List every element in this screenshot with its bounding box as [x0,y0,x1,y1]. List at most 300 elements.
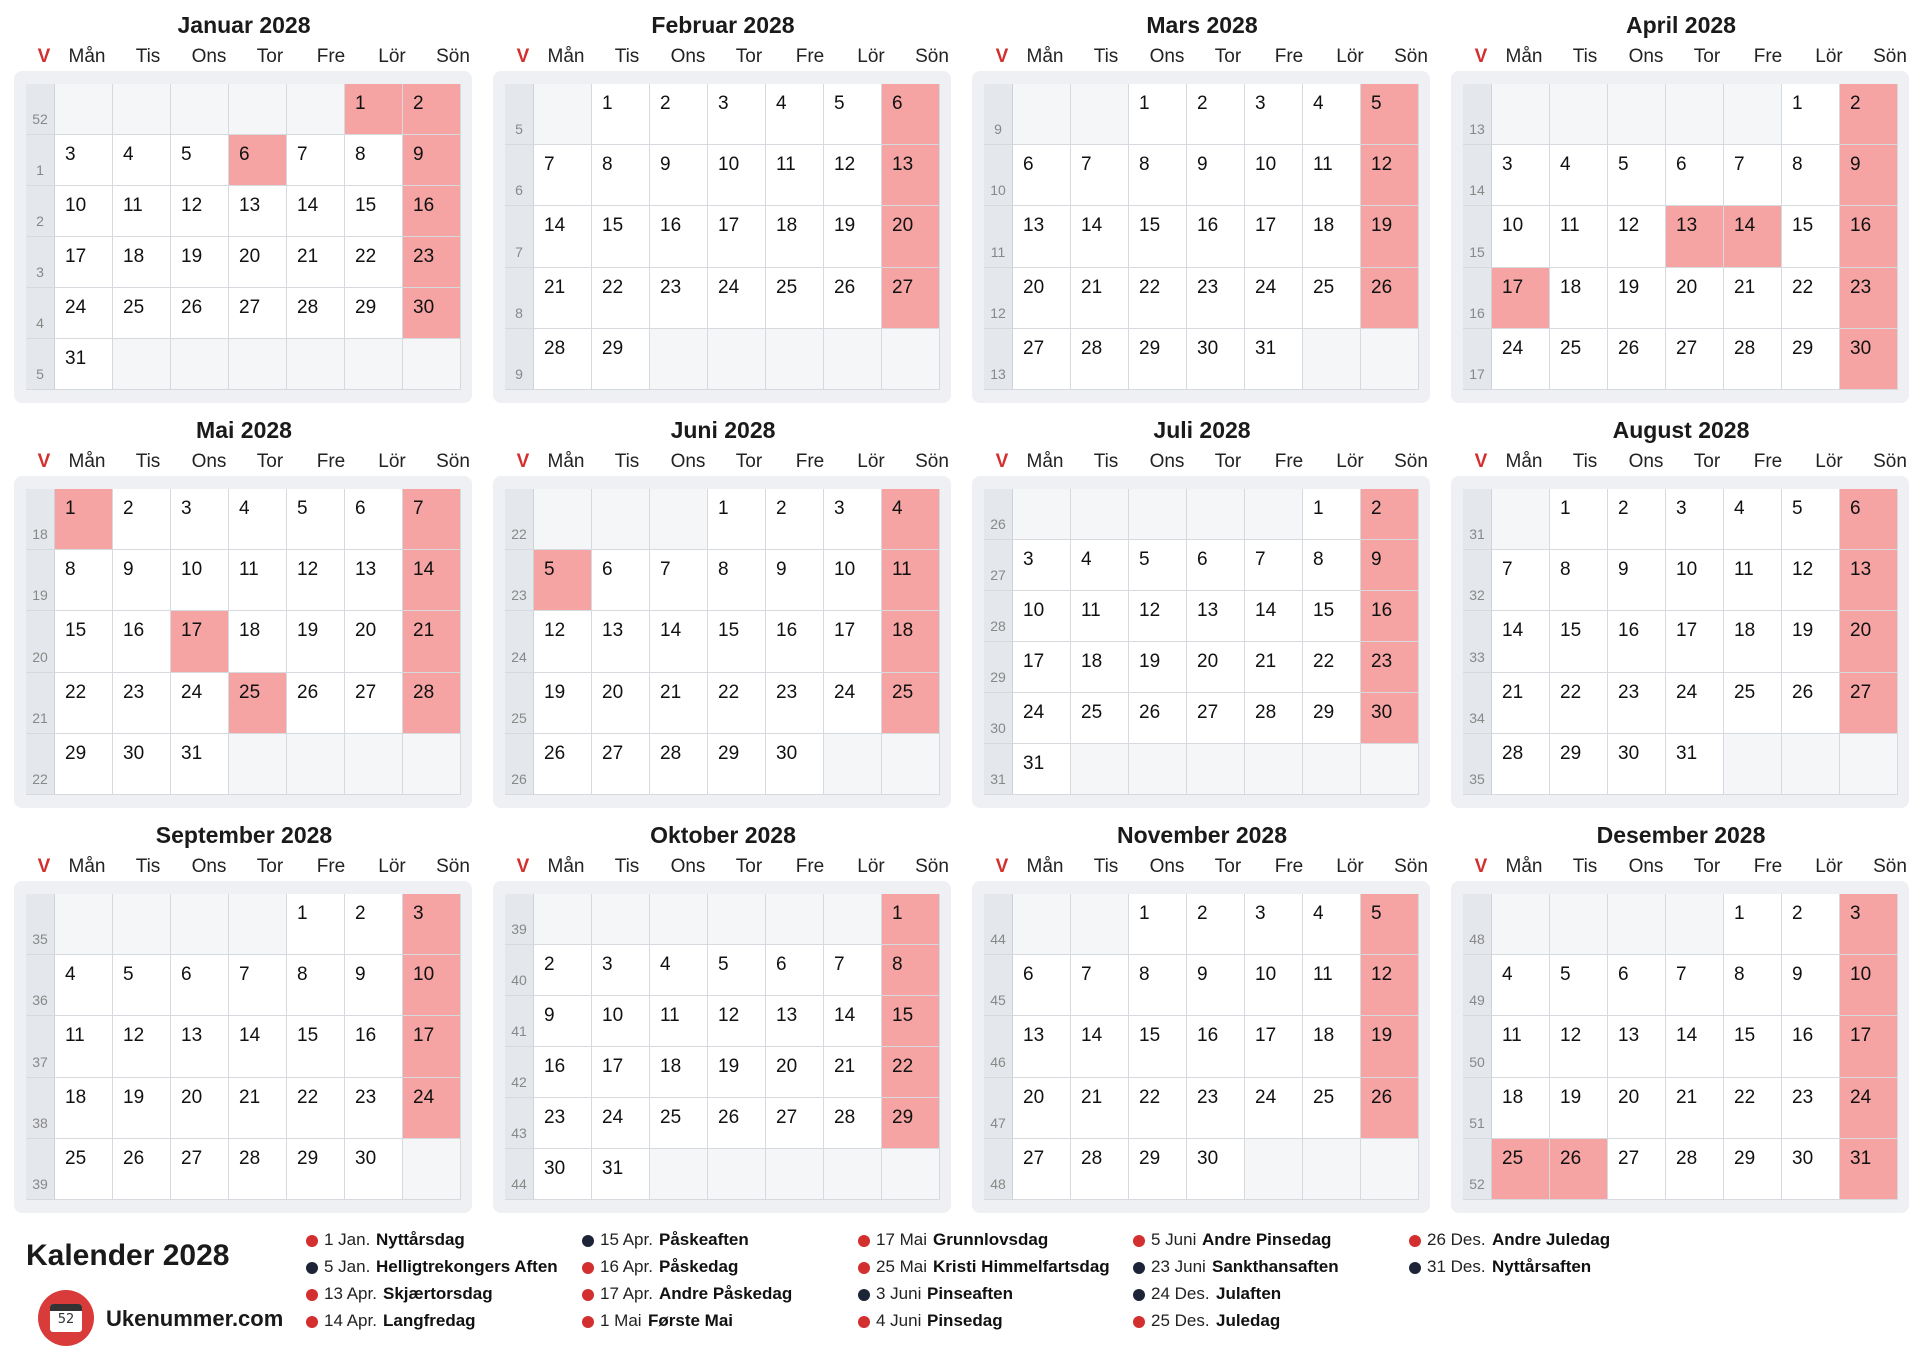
day-cell[interactable] [403,288,461,339]
day-cell[interactable] [1361,540,1419,591]
day-cell[interactable] [171,186,229,237]
day-cell[interactable] [287,550,345,611]
day-cell[interactable] [824,268,882,329]
day-cell[interactable] [766,206,824,267]
day-cell[interactable] [708,945,766,996]
day-cell[interactable] [345,611,403,672]
day-cell[interactable] [650,996,708,1047]
day-cell[interactable] [403,1078,461,1139]
day-cell[interactable] [534,734,592,795]
day-cell[interactable] [229,1139,287,1200]
day-cell[interactable] [1129,894,1187,955]
day-cell[interactable] [1666,489,1724,550]
day-cell[interactable] [1071,642,1129,693]
day-cell[interactable] [1303,145,1361,206]
day-cell[interactable] [1608,489,1666,550]
day-cell[interactable] [1666,1078,1724,1139]
day-cell[interactable] [592,734,650,795]
day-cell[interactable] [1013,268,1071,329]
day-cell[interactable] [1303,268,1361,329]
day-cell[interactable] [1724,268,1782,329]
day-cell[interactable] [345,84,403,135]
day-cell[interactable] [1187,145,1245,206]
day-cell[interactable] [287,1139,345,1200]
day-cell[interactable] [1782,1016,1840,1077]
day-cell[interactable] [882,673,940,734]
day-cell[interactable] [55,1016,113,1077]
day-cell[interactable] [345,489,403,550]
day-cell[interactable] [592,550,650,611]
day-cell[interactable] [1187,1139,1245,1200]
day-cell[interactable] [1666,268,1724,329]
day-cell[interactable] [1361,1016,1419,1077]
day-cell[interactable] [1492,1139,1550,1200]
day-cell[interactable] [708,206,766,267]
day-cell[interactable] [534,268,592,329]
day-cell[interactable] [1666,673,1724,734]
day-cell[interactable] [534,329,592,390]
day-cell[interactable] [1361,955,1419,1016]
day-cell[interactable] [1608,145,1666,206]
day-cell[interactable] [113,955,171,1016]
day-cell[interactable] [171,734,229,795]
day-cell[interactable] [1724,1078,1782,1139]
day-cell[interactable] [1840,673,1898,734]
day-cell[interactable] [1129,955,1187,1016]
day-cell[interactable] [1666,1016,1724,1077]
day-cell[interactable] [287,1016,345,1077]
day-cell[interactable] [229,135,287,186]
day-cell[interactable] [708,1047,766,1098]
day-cell[interactable] [766,996,824,1047]
day-cell[interactable] [1550,1078,1608,1139]
day-cell[interactable] [171,135,229,186]
day-cell[interactable] [403,489,461,550]
day-cell[interactable] [345,894,403,955]
day-cell[interactable] [1071,693,1129,744]
day-cell[interactable] [1840,1139,1898,1200]
day-cell[interactable] [55,1078,113,1139]
day-cell[interactable] [1303,955,1361,1016]
day-cell[interactable] [592,945,650,996]
day-cell[interactable] [708,550,766,611]
day-cell[interactable] [1724,894,1782,955]
day-cell[interactable] [1303,84,1361,145]
day-cell[interactable] [824,84,882,145]
day-cell[interactable] [534,206,592,267]
day-cell[interactable] [592,206,650,267]
day-cell[interactable] [1361,642,1419,693]
day-cell[interactable] [1782,489,1840,550]
day-cell[interactable] [1492,1078,1550,1139]
day-cell[interactable] [534,611,592,672]
day-cell[interactable] [55,135,113,186]
day-cell[interactable] [1071,1016,1129,1077]
day-cell[interactable] [1245,894,1303,955]
day-cell[interactable] [287,135,345,186]
day-cell[interactable] [592,1047,650,1098]
day-cell[interactable] [1187,591,1245,642]
day-cell[interactable] [345,186,403,237]
day-cell[interactable] [882,1047,940,1098]
day-cell[interactable] [1608,955,1666,1016]
day-cell[interactable] [1013,206,1071,267]
day-cell[interactable] [882,268,940,329]
day-cell[interactable] [1840,84,1898,145]
day-cell[interactable] [55,1139,113,1200]
day-cell[interactable] [1361,489,1419,540]
day-cell[interactable] [592,1149,650,1200]
day-cell[interactable] [171,1078,229,1139]
day-cell[interactable] [1840,894,1898,955]
day-cell[interactable] [1666,206,1724,267]
day-cell[interactable] [113,1139,171,1200]
day-cell[interactable] [650,945,708,996]
day-cell[interactable] [766,84,824,145]
day-cell[interactable] [1013,642,1071,693]
day-cell[interactable] [1245,1078,1303,1139]
day-cell[interactable] [1724,1139,1782,1200]
day-cell[interactable] [824,145,882,206]
day-cell[interactable] [229,955,287,1016]
day-cell[interactable] [229,550,287,611]
day-cell[interactable] [345,288,403,339]
day-cell[interactable] [1187,1016,1245,1077]
day-cell[interactable] [882,996,940,1047]
day-cell[interactable] [113,489,171,550]
day-cell[interactable] [1550,955,1608,1016]
day-cell[interactable] [1071,591,1129,642]
day-cell[interactable] [229,673,287,734]
day-cell[interactable] [1666,611,1724,672]
day-cell[interactable] [1013,591,1071,642]
day-cell[interactable] [1013,693,1071,744]
day-cell[interactable] [345,550,403,611]
day-cell[interactable] [229,288,287,339]
day-cell[interactable] [1492,268,1550,329]
day-cell[interactable] [1187,206,1245,267]
day-cell[interactable] [1361,1078,1419,1139]
day-cell[interactable] [229,489,287,550]
day-cell[interactable] [766,1098,824,1149]
day-cell[interactable] [1782,1139,1840,1200]
day-cell[interactable] [1840,955,1898,1016]
day-cell[interactable] [1013,955,1071,1016]
day-cell[interactable] [1187,84,1245,145]
day-cell[interactable] [1071,1139,1129,1200]
day-cell[interactable] [1245,591,1303,642]
day-cell[interactable] [882,84,940,145]
day-cell[interactable] [1129,1016,1187,1077]
day-cell[interactable] [1013,145,1071,206]
day-cell[interactable] [1608,550,1666,611]
day-cell[interactable] [1724,329,1782,390]
day-cell[interactable] [1492,673,1550,734]
day-cell[interactable] [824,550,882,611]
day-cell[interactable] [1550,206,1608,267]
day-cell[interactable] [708,145,766,206]
day-cell[interactable] [403,84,461,135]
day-cell[interactable] [1187,642,1245,693]
day-cell[interactable] [1129,591,1187,642]
day-cell[interactable] [592,611,650,672]
day-cell[interactable] [708,996,766,1047]
day-cell[interactable] [882,206,940,267]
day-cell[interactable] [592,145,650,206]
day-cell[interactable] [1666,145,1724,206]
day-cell[interactable] [1782,1078,1840,1139]
day-cell[interactable] [113,1078,171,1139]
day-cell[interactable] [650,611,708,672]
day-cell[interactable] [171,550,229,611]
day-cell[interactable] [592,268,650,329]
day-cell[interactable] [1361,145,1419,206]
day-cell[interactable] [1129,84,1187,145]
day-cell[interactable] [113,611,171,672]
day-cell[interactable] [1492,611,1550,672]
day-cell[interactable] [171,611,229,672]
day-cell[interactable] [1361,693,1419,744]
day-cell[interactable] [55,673,113,734]
day-cell[interactable] [171,288,229,339]
day-cell[interactable] [1840,1078,1898,1139]
day-cell[interactable] [534,1098,592,1149]
day-cell[interactable] [650,1098,708,1149]
day-cell[interactable] [287,955,345,1016]
day-cell[interactable] [345,1139,403,1200]
day-cell[interactable] [1724,550,1782,611]
day-cell[interactable] [534,996,592,1047]
day-cell[interactable] [534,1149,592,1200]
day-cell[interactable] [1492,734,1550,795]
day-cell[interactable] [1840,206,1898,267]
day-cell[interactable] [1724,955,1782,1016]
day-cell[interactable] [1666,734,1724,795]
day-cell[interactable] [824,1047,882,1098]
day-cell[interactable] [1303,693,1361,744]
day-cell[interactable] [824,206,882,267]
day-cell[interactable] [1724,489,1782,550]
day-cell[interactable] [1550,550,1608,611]
day-cell[interactable] [1245,955,1303,1016]
day-cell[interactable] [55,734,113,795]
day-cell[interactable] [55,489,113,550]
day-cell[interactable] [171,955,229,1016]
day-cell[interactable] [229,1016,287,1077]
day-cell[interactable] [766,1047,824,1098]
day-cell[interactable] [1129,145,1187,206]
day-cell[interactable] [534,550,592,611]
day-cell[interactable] [1608,611,1666,672]
day-cell[interactable] [1013,540,1071,591]
day-cell[interactable] [1361,206,1419,267]
day-cell[interactable] [1129,1139,1187,1200]
day-cell[interactable] [592,1098,650,1149]
day-cell[interactable] [1071,540,1129,591]
day-cell[interactable] [113,237,171,288]
day-cell[interactable] [1245,1016,1303,1077]
day-cell[interactable] [592,996,650,1047]
day-cell[interactable] [1550,329,1608,390]
day-cell[interactable] [1782,894,1840,955]
day-cell[interactable] [1245,206,1303,267]
day-cell[interactable] [287,611,345,672]
day-cell[interactable] [1492,955,1550,1016]
day-cell[interactable] [403,1016,461,1077]
day-cell[interactable] [1492,206,1550,267]
day-cell[interactable] [1782,84,1840,145]
day-cell[interactable] [1608,206,1666,267]
day-cell[interactable] [345,955,403,1016]
day-cell[interactable] [1840,489,1898,550]
day-cell[interactable] [1361,84,1419,145]
day-cell[interactable] [229,237,287,288]
day-cell[interactable] [882,489,940,550]
day-cell[interactable] [1782,268,1840,329]
day-cell[interactable] [1724,145,1782,206]
day-cell[interactable] [882,894,940,945]
day-cell[interactable] [1187,268,1245,329]
day-cell[interactable] [1550,1016,1608,1077]
day-cell[interactable] [1303,1078,1361,1139]
day-cell[interactable] [55,611,113,672]
day-cell[interactable] [1303,489,1361,540]
day-cell[interactable] [287,489,345,550]
day-cell[interactable] [824,673,882,734]
day-cell[interactable] [534,145,592,206]
day-cell[interactable] [1666,955,1724,1016]
day-cell[interactable] [345,1078,403,1139]
day-cell[interactable] [1187,955,1245,1016]
day-cell[interactable] [1245,693,1303,744]
day-cell[interactable] [1782,673,1840,734]
day-cell[interactable] [403,894,461,955]
day-cell[interactable] [1492,329,1550,390]
day-cell[interactable] [1840,611,1898,672]
day-cell[interactable] [1303,206,1361,267]
day-cell[interactable] [1303,591,1361,642]
day-cell[interactable] [1550,489,1608,550]
day-cell[interactable] [592,84,650,145]
day-cell[interactable] [1608,1139,1666,1200]
day-cell[interactable] [1303,1016,1361,1077]
day-cell[interactable] [650,673,708,734]
day-cell[interactable] [1013,1139,1071,1200]
day-cell[interactable] [1782,955,1840,1016]
day-cell[interactable] [1361,268,1419,329]
day-cell[interactable] [708,268,766,329]
day-cell[interactable] [1492,1016,1550,1077]
day-cell[interactable] [1550,734,1608,795]
day-cell[interactable] [1013,744,1071,795]
day-cell[interactable] [708,489,766,550]
day-cell[interactable] [1129,540,1187,591]
day-cell[interactable] [708,734,766,795]
day-cell[interactable] [766,145,824,206]
day-cell[interactable] [403,186,461,237]
day-cell[interactable] [171,1139,229,1200]
day-cell[interactable] [1071,145,1129,206]
day-cell[interactable] [55,186,113,237]
day-cell[interactable] [650,84,708,145]
day-cell[interactable] [1724,1016,1782,1077]
day-cell[interactable] [1129,693,1187,744]
day-cell[interactable] [650,550,708,611]
day-cell[interactable] [1840,329,1898,390]
day-cell[interactable] [766,673,824,734]
day-cell[interactable] [1666,329,1724,390]
day-cell[interactable] [1361,591,1419,642]
day-cell[interactable] [229,611,287,672]
day-cell[interactable] [766,945,824,996]
day-cell[interactable] [1608,1078,1666,1139]
day-cell[interactable] [882,550,940,611]
day-cell[interactable] [1245,145,1303,206]
day-cell[interactable] [113,186,171,237]
day-cell[interactable] [55,288,113,339]
day-cell[interactable] [1303,540,1361,591]
day-cell[interactable] [1724,206,1782,267]
day-cell[interactable] [1013,329,1071,390]
day-cell[interactable] [287,186,345,237]
day-cell[interactable] [1840,550,1898,611]
day-cell[interactable] [1071,1078,1129,1139]
day-cell[interactable] [403,955,461,1016]
day-cell[interactable] [1187,894,1245,955]
day-cell[interactable] [345,135,403,186]
day-cell[interactable] [1071,955,1129,1016]
day-cell[interactable] [1013,1078,1071,1139]
day-cell[interactable] [882,611,940,672]
day-cell[interactable] [534,945,592,996]
day-cell[interactable] [1129,206,1187,267]
day-cell[interactable] [1782,206,1840,267]
day-cell[interactable] [403,237,461,288]
day-cell[interactable] [1608,1016,1666,1077]
day-cell[interactable] [1245,540,1303,591]
day-cell[interactable] [1550,1139,1608,1200]
day-cell[interactable] [229,1078,287,1139]
day-cell[interactable] [766,268,824,329]
day-cell[interactable] [1129,642,1187,693]
day-cell[interactable] [1782,145,1840,206]
day-cell[interactable] [650,268,708,329]
day-cell[interactable] [766,611,824,672]
day-cell[interactable] [287,237,345,288]
day-cell[interactable] [1187,693,1245,744]
site-name[interactable]: Ukenummer.com [106,1306,284,1331]
day-cell[interactable] [824,1098,882,1149]
day-cell[interactable] [708,84,766,145]
day-cell[interactable] [1187,540,1245,591]
day-cell[interactable] [403,135,461,186]
day-cell[interactable] [1782,329,1840,390]
day-cell[interactable] [55,237,113,288]
day-cell[interactable] [708,611,766,672]
day-cell[interactable] [1608,268,1666,329]
day-cell[interactable] [882,145,940,206]
day-cell[interactable] [1666,1139,1724,1200]
day-cell[interactable] [403,611,461,672]
day-cell[interactable] [1303,894,1361,955]
day-cell[interactable] [650,145,708,206]
day-cell[interactable] [708,1098,766,1149]
day-cell[interactable] [1187,329,1245,390]
day-cell[interactable] [824,611,882,672]
day-cell[interactable] [345,673,403,734]
day-cell[interactable] [766,489,824,550]
day-cell[interactable] [1071,206,1129,267]
